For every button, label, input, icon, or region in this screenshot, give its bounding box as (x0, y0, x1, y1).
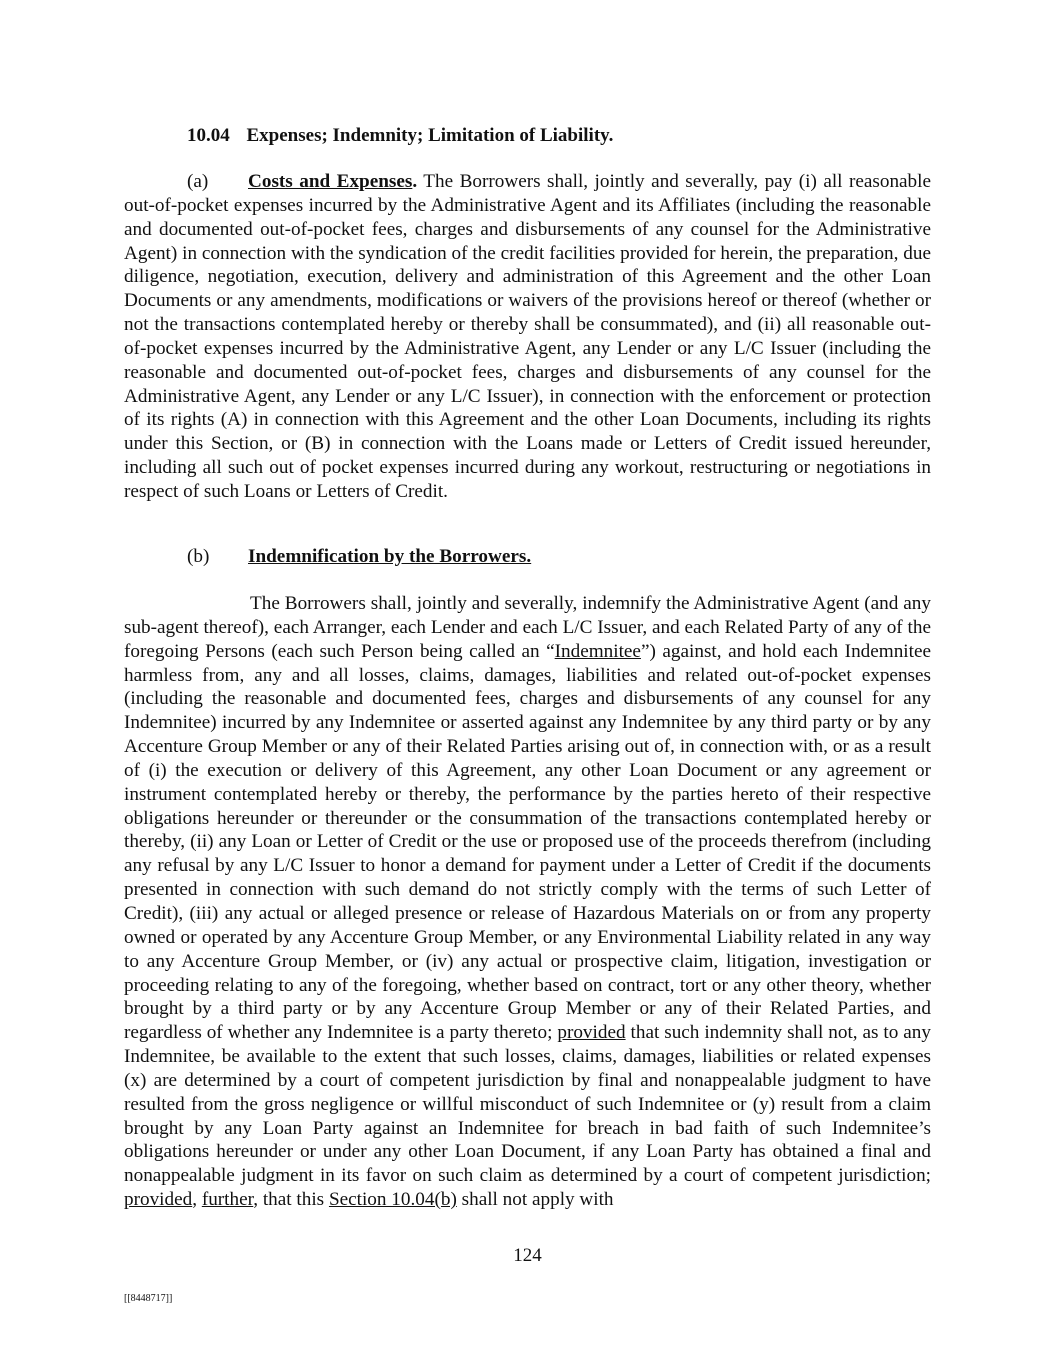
paragraph-b (124, 592, 931, 1212)
defined-term-indemnitee: Indemnitee (554, 640, 641, 662)
paragraph-b-text-1: The Borrowers shall, jointly and severally, indemnify the Administrative Agent (and any sub-agent thereof), each Arranger, each Lender and each L/C Issuer, and each Related Party of any of the foregoing Persons (each such Person being called an “ (124, 593, 931, 662)
comma: , (192, 1189, 202, 1211)
paragraph-b-text-4: , that this (253, 1189, 329, 1211)
page-number: 124 (513, 1245, 542, 1266)
paragraph-b-text-2: ”) against, and hold each Indemnitee harmless from, any and all losses, claims, damages, liabilities and related out-of-pocket expenses (including the reasonable and documented fees, charges and disbursements of any counsel for any Indemnitee) incurred by any Indemnitee or asserted against any Indemnitee by any third party or by any Accenture Group Member or any of their Related Parties arising out of, in connection with, or as a result of (i) the execution or delivery of this Agreement, any other Loan Document or any agreement or instrument contemplated hereby or thereby, the performance by the parties hereto of their respective obligations hereunder or thereunder or the consummation of the transactions contemplated hereby or thereby, (ii) any Loan or Letter of Credit or the use or proposed use of the proceeds therefrom (including any refusal by any L/C Issuer to honor a demand for payment under a Letter of Credit if the documents presented in connection with such demand do not strictly comply with the terms of such Letter of Credit), (iii) any actual or alleged presence or release of Hazardous Materials on or from any property owned or operated by any Accenture Group Member, or any Environmental Liability related in any way to any Accenture Group Member, or (iv) any actual or prospective claim, litigation, investigation or proceeding relating to any of the foregoing, whether based on contract, tort or any other theory, whether brought by a third party or by any Accenture Group Member or any of their Related Parties, and regardless of whether any Indemnitee is a party thereto; (124, 640, 931, 1044)
section-reference-link[interactable]: Section 10.04(b) (328, 1189, 457, 1211)
paragraph-a-label: (a) (187, 171, 209, 192)
paragraph-b-title: Indemnification by the Borrowers. (248, 546, 532, 567)
further-term: further (201, 1189, 254, 1211)
section-title: Expenses; Indemnity; Limitation of Liability. (246, 125, 614, 146)
section-number: 10.04 (187, 125, 230, 146)
paragraph-a (124, 170, 931, 504)
paragraph-b-text-3: that such indemnity shall not, as to any Indemnitee, be available to the extent that such losses, claims, damages, liabilities or related expenses (x) are determined by a court of competent jurisdiction by final and nonappealable judgment to have resulted from the gross negligence or willful misconduct of such Indemnitee or (y) result from a claim brought by any Loan Party against an Indemnitee for breach in bad faith of such Indemnitee’s obligations hereunder or under any other Loan Document, if any Loan Party has obtained a final and nonappealable judgment in its favor on such claim as determined by a court of competent jurisdiction; (124, 1022, 931, 1187)
paragraph-b-text-5: shall not apply with (456, 1189, 614, 1211)
paragraph-b-label: (b) (187, 546, 210, 567)
paragraph-a-title-punct: . (412, 171, 418, 192)
paragraph-a-title: Costs and Expenses (248, 171, 413, 192)
provided-term: provided (124, 1189, 193, 1211)
paragraph-b-heading (187, 546, 531, 568)
provided-term: provided (557, 1022, 626, 1044)
document-id: [[8448717]] (124, 1293, 173, 1304)
section-heading (187, 125, 613, 147)
paragraph-a-text: The Borrowers shall, jointly and severally, pay (i) all reasonable out-of-pocket expenses incurred by the Administrative Agent and its Affiliates (including the reasonable and documented out-of-pocket fees, charges and disbursements of any counsel for the Administrative Agent) in connection with the syndication of the credit facilities provided for herein, the preparation, due diligence, negotiation, execution, delivery and administration of this Agreement and the other Loan Documents or any amendments, modifications or waivers of the provisions hereof or thereof (whether or not the transactions contemplated hereby or thereby shall be consummated), and (ii) all reasonable out-of-pocket expenses incurred by the Administrative Agent, any Lender or any L/C Issuer (including the reasonable and documented out-of-pocket fees, charges and disbursements of any counsel for the Administrative Agent, any Lender or any L/C Issuer), in connection with the enforcement or protection of its rights (A) in connection with this Agreement and the other Loan Documents, including its rights under this Section, or (B) in connection with the Loans made or Letters of Credit issued hereunder, including all such out of pocket expenses incurred during any workout, restructuring or negotiations in respect of such Loans or Letters of Credit. (124, 171, 931, 502)
